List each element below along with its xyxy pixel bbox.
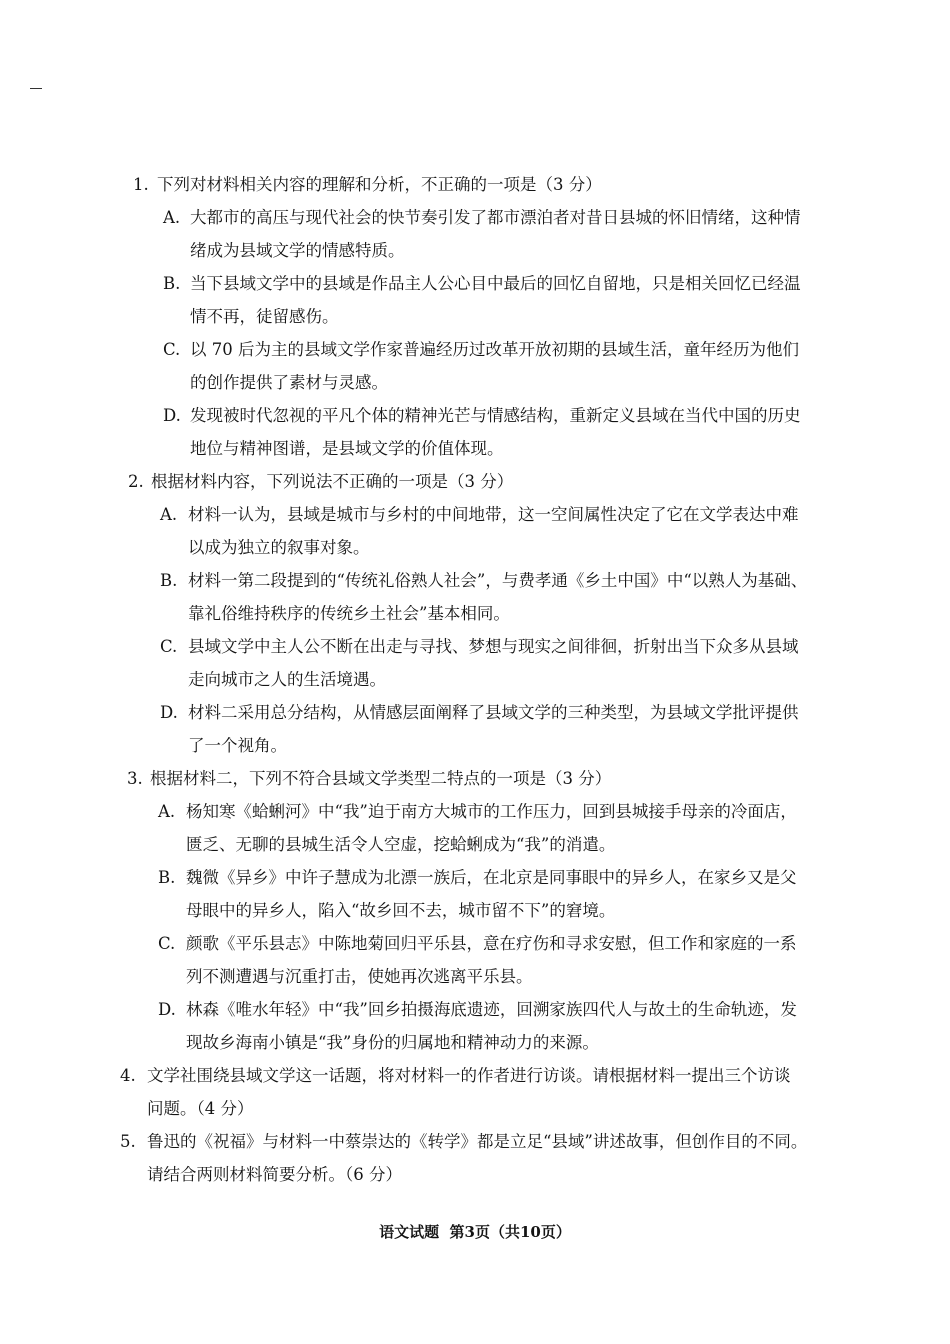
option-b: [0, 564, 950, 597]
option-text: 县域文学中主人公不断在出走与寻找、梦想与现实之间徘徊，折射出当下众多从县域: [188, 637, 799, 656]
option-letter: B.: [160, 571, 178, 590]
question-number: 3.: [127, 769, 143, 788]
option-d-continued: [0, 1026, 950, 1059]
option-d: [0, 399, 950, 432]
question-number: 1.: [133, 175, 149, 194]
option-text: 以 70 后为主的县域文学作家普遍经历过改革开放初期的县域生活，童年经历为他们: [190, 340, 799, 359]
page-footer: 语文试题 第3页（共10页）: [379, 1223, 571, 1241]
option-a-continued: [0, 828, 950, 861]
option-letter: C.: [158, 934, 176, 953]
option-letter: A.: [160, 505, 178, 524]
option-text: 情不再，徒留感伤。: [190, 307, 339, 326]
option-letter: C.: [160, 637, 178, 656]
option-c-continued: [0, 663, 950, 696]
question-stem: [0, 1059, 950, 1092]
option-text: 匮乏、无聊的县城生活令人空虚，挖蛤蜊成为“我”的消遣。: [186, 835, 616, 854]
option-letter: A.: [163, 208, 181, 227]
option-d-continued: [0, 729, 950, 762]
option-text: 发现被时代忽视的平凡个体的精神光芒与情感结构，重新定义县域在当代中国的历史: [190, 406, 801, 425]
option-text: 杨知寒《蛤蜊河》中“我”迫于南方大城市的工作压力，回到县城接手母亲的冷面店，: [186, 802, 797, 821]
option-a-continued: [0, 531, 950, 564]
question-stem-continued: [0, 1158, 950, 1191]
option-text: 走向城市之人的生活境遇。: [188, 670, 386, 689]
question-stem: [0, 1125, 950, 1158]
exam-page-content: [0, 168, 950, 1191]
question-stem: [0, 762, 950, 795]
option-text: 地位与精神图谱，是县域文学的价值体现。: [190, 439, 504, 458]
option-c-continued: [0, 366, 950, 399]
option-text: 了一个视角。: [188, 736, 287, 755]
option-a-continued: [0, 234, 950, 267]
question-3: [0, 762, 950, 1059]
option-b-continued: [0, 300, 950, 333]
option-text: 现故乡海南小镇是“我”身份的归属地和精神动力的来源。: [186, 1033, 599, 1052]
question-text: 根据材料二，下列不符合县域文学类型二特点的一项是（3 分）: [150, 769, 612, 788]
option-text: 列不测遭遇与沉重打击，使她再次逃离平乐县。: [186, 967, 533, 986]
question-stem: [0, 465, 950, 498]
question-text: 下列对材料相关内容的理解和分析，不正确的一项是（3 分）: [157, 175, 602, 194]
option-d: [0, 696, 950, 729]
option-letter: B.: [163, 274, 181, 293]
option-a: [0, 201, 950, 234]
option-letter: B.: [158, 868, 176, 887]
option-text: 以成为独立的叙事对象。: [188, 538, 370, 557]
question-5: [0, 1125, 950, 1191]
option-text: 绪成为县域文学的情感特质。: [190, 241, 405, 260]
option-text: 林森《唯水年轻》中“我”回乡拍摄海底遗迹，回溯家族四代人与故土的生命轨迹，发: [186, 1000, 797, 1019]
option-c: [0, 630, 950, 663]
question-number: 5.: [120, 1132, 136, 1151]
option-b-continued: [0, 894, 950, 927]
question-4: [0, 1059, 950, 1125]
option-d: [0, 993, 950, 1026]
option-letter: C.: [163, 340, 181, 359]
question-text: 根据材料内容，下列说法不正确的一项是（3 分）: [151, 472, 514, 491]
option-c: [0, 927, 950, 960]
option-text: 大都市的高压与现代社会的快节奏引发了都市漂泊者对昔日县城的怀旧情绪，这种情: [190, 208, 801, 227]
question-number: 4.: [120, 1066, 136, 1085]
question-number: 2.: [128, 472, 144, 491]
question-text: 请结合两则材料简要分析。（6 分）: [147, 1165, 402, 1184]
scan-artifact-mark: [30, 88, 42, 89]
option-b-continued: [0, 597, 950, 630]
option-a: [0, 795, 950, 828]
option-text: 靠礼俗维持秩序的传统乡土社会”基本相同。: [188, 604, 510, 623]
option-letter: D.: [160, 703, 178, 722]
option-text: 当下县域文学中的县域是作品主人公心目中最后的回忆自留地，只是相关回忆已经温: [190, 274, 801, 293]
question-2: [0, 465, 950, 762]
option-letter: A.: [158, 802, 176, 821]
option-text: 颜歌《平乐县志》中陈地菊回归平乐县，意在疗伤和寻求安慰，但工作和家庭的一系: [186, 934, 797, 953]
option-text: 母眼中的异乡人，陷入“故乡回不去，城市留不下”的窘境。: [186, 901, 616, 920]
question-text: 鲁迅的《祝福》与材料一中蔡崇达的《转学》都是立足“县域”讲述故事，但创作目的不同。: [147, 1132, 808, 1151]
option-a: [0, 498, 950, 531]
question-stem-continued: [0, 1092, 950, 1125]
option-text: 材料一第二段提到的“传统礼俗熟人社会”，与费孝通《乡土中国》中“以熟人为基础、: [188, 571, 808, 590]
option-b: [0, 861, 950, 894]
option-c-continued: [0, 960, 950, 993]
option-c: [0, 333, 950, 366]
option-d-continued: [0, 432, 950, 465]
question-text: 问题。（4 分）: [147, 1099, 254, 1118]
question-text: 文学社围绕县域文学这一话题，将对材料一的作者进行访谈。请根据材料一提出三个访谈: [147, 1066, 791, 1085]
option-text: 材料二采用总分结构，从情感层面阐释了县域文学的三种类型，为县域文学批评提供: [188, 703, 799, 722]
option-text: 的创作提供了素材与灵感。: [190, 373, 388, 392]
option-letter: D.: [163, 406, 181, 425]
option-letter: D.: [158, 1000, 176, 1019]
option-b: [0, 267, 950, 300]
option-text: 魏微《异乡》中许子慧成为北漂一族后，在北京是同事眼中的异乡人，在家乡又是父: [186, 868, 797, 887]
question-stem: [0, 168, 950, 201]
option-text: 材料一认为，县域是城市与乡村的中间地带，这一空间属性决定了它在文学表达中难: [188, 505, 799, 524]
question-1: [0, 168, 950, 465]
